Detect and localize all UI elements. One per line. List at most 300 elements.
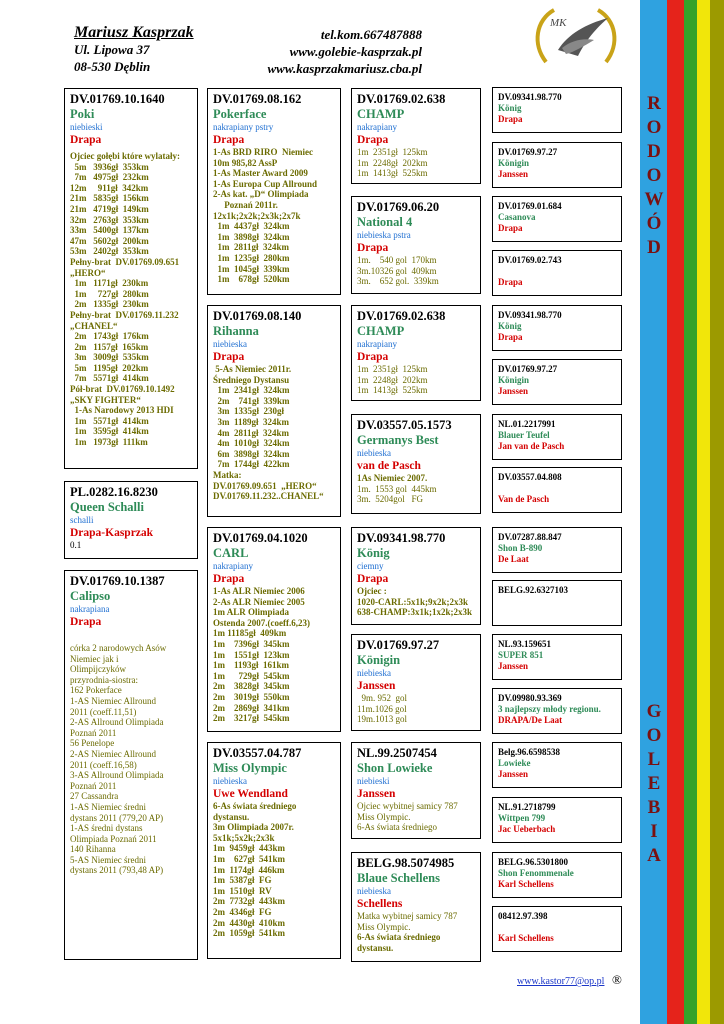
breeder: Jac Ueberbach <box>498 824 556 834</box>
performance-line: 162 Pokerface <box>70 685 122 696</box>
breeder: Jan van de Pasch <box>498 441 565 451</box>
performance-list <box>213 801 335 939</box>
performance-line: 47m 5602gł 200km <box>70 235 149 246</box>
great-grandparent-box <box>492 634 622 680</box>
ring-number: NL.91.2718799 <box>498 802 556 812</box>
performance-line: 2m 1743gł 176km <box>70 331 149 342</box>
performance-line: 6-As świata średniego <box>357 822 437 833</box>
performance-line: Ostenda 2007.(coeff.6,23) <box>213 617 310 628</box>
performance-line: 1m 1510gł RV <box>213 885 272 896</box>
performance-line: 27 Cassandra <box>70 791 119 802</box>
breeder: Janssen <box>498 169 529 179</box>
bird-name: 3 najlepszy młody regionu. <box>498 704 601 714</box>
performance-list <box>213 364 335 502</box>
performance-list <box>357 255 475 287</box>
performance-line: 1m 2248gł 202km <box>357 374 428 385</box>
performance-line: 140 Rihanna <box>70 844 116 855</box>
performance-line: 2m 3828gł 345km <box>213 681 290 692</box>
performance-line: 21m 5835gł 156km <box>70 193 149 204</box>
performance-line: 1m 1413gł 525km <box>357 168 428 179</box>
bird-name: Miss Olympic <box>213 761 287 775</box>
registered-mark: ® <box>612 972 622 987</box>
side-letter: O <box>646 725 662 746</box>
bird-name: CHAMP <box>357 324 405 338</box>
side-letter: Ó <box>646 213 662 234</box>
performance-line: Średniego Dystansu <box>213 374 290 385</box>
performance-line: 2m 4346gł FG <box>213 906 272 917</box>
performance-line: 56 Penelope <box>70 738 115 749</box>
great-grandparent-box <box>492 359 622 405</box>
performance-list <box>357 364 475 396</box>
bird-name: König <box>498 321 522 331</box>
side-letter: G <box>646 701 662 722</box>
performance-line: 1m 9459gł 443km <box>213 843 285 854</box>
bird-color: niebieska <box>357 668 391 678</box>
performance-line: 1m. 540 gol 170km <box>357 255 437 265</box>
performance-line: 11m.1026 gol <box>357 703 407 714</box>
breeder: Drapa <box>498 277 523 287</box>
performance-line: 2m 3019gł 550km <box>213 691 290 702</box>
phone: tel.kom.667487888 <box>320 27 422 42</box>
strip-red <box>667 0 684 1024</box>
performance-line: 1-AS Niemiec Allround <box>70 695 156 706</box>
bird-name: König <box>357 546 390 560</box>
performance-line: 1-AS średni dystans <box>70 823 143 834</box>
bird-name: SUPER 851 <box>498 650 544 660</box>
performance-line: Poznań 2011 <box>70 727 117 738</box>
performance-line: 1m 2248gł 202km <box>357 157 428 168</box>
side-letter: D <box>647 237 661 258</box>
grandparent-box <box>351 196 481 294</box>
great-grandparent-box <box>492 580 622 626</box>
performance-line: 1m 1174gł 446km <box>213 864 285 875</box>
bird-color: niebieski <box>70 122 103 132</box>
breeder: Drapa <box>498 114 523 124</box>
performance-line: Ojciec wybitnej samicy 787 <box>357 801 458 811</box>
ring-number: PL.0282.16.8230 <box>70 485 158 499</box>
bird-name: Königin <box>498 158 530 168</box>
performance-line: 1m 3595gł 414km <box>70 426 149 437</box>
performance-line: DV.01769.09.651 „HERO“ <box>213 480 317 491</box>
performance-line: 1m 1193gł 161km <box>213 660 290 671</box>
bird-name-empty <box>498 596 616 607</box>
main-bird-box <box>64 88 198 469</box>
bird-color: nakrapiany <box>213 561 253 571</box>
bird-name: Königin <box>498 375 530 385</box>
bird-name: Wittpen 799 <box>498 813 546 823</box>
ring-number: DV.09980.93.369 <box>498 693 562 703</box>
performance-line: 2-AS Allround Olimpiada <box>70 717 164 728</box>
breeder: Drapa <box>70 616 102 628</box>
performance-line: Miss Olympic. <box>357 811 411 822</box>
breeder: Drapa <box>213 351 245 363</box>
bird-name: National 4 <box>357 215 413 229</box>
breeder: Janssen <box>498 386 529 396</box>
bird-name: Poki <box>70 107 95 121</box>
performance-line: 2-As ALR Niemiec 2005 <box>213 596 305 607</box>
ring-number: DV.01769.08.162 <box>213 92 302 106</box>
header-left <box>74 24 194 75</box>
bird-name-empty <box>498 483 616 494</box>
performance-line: 4m 2811gł 324km <box>213 427 290 438</box>
performance-line: 3m. 652 gol. 339km <box>357 276 439 287</box>
bird-color: niebieski <box>357 776 390 786</box>
performance-line: Niemiec jak i <box>70 653 119 664</box>
note: 0.1 <box>70 540 82 550</box>
performance-line: Poznań 2011r. <box>213 199 278 210</box>
performance-line: Pełny-brat DV.01769.11.232 <box>70 309 179 320</box>
performance-line: 2m 7732gł 443km <box>213 896 285 907</box>
bird-color: ciemny <box>357 561 384 571</box>
performance-line: Pół-brat DV.01769.10.1492 <box>70 384 175 395</box>
performance-list <box>70 643 192 876</box>
ring-number: NL.99.2507454 <box>357 746 437 760</box>
breeder: Drapa-Kasprzak <box>70 527 154 539</box>
great-grandparent-box <box>492 414 622 460</box>
performance-line: 2-AS Niemiec Allround <box>70 748 156 759</box>
performance-list <box>357 911 475 953</box>
performance-line: 7m 4975gł 232km <box>70 172 149 183</box>
performance-list <box>357 693 475 725</box>
bird-name-empty <box>498 266 616 277</box>
great-grandparent-box <box>492 142 622 188</box>
bird-color: schalli <box>70 515 94 525</box>
performance-line: 2m 3217gł 545km <box>213 713 290 724</box>
sire-dam-box <box>207 88 341 295</box>
performance-line: 1020-CARL:5x1k;9x2k;2x3k <box>357 596 469 607</box>
great-grandparent-box <box>492 906 622 952</box>
side-letter: R <box>647 93 661 114</box>
performance-line: 2m 741gł 339km <box>213 395 290 406</box>
breeder: Van de Pasch <box>498 494 550 504</box>
side-letter: O <box>646 165 662 186</box>
address-line-2: 08-530 Dęblin <box>74 59 151 74</box>
performance-line: 7m 1744gł 422km <box>213 459 290 470</box>
performance-line: 1m 729gł 545km <box>213 670 290 681</box>
performance-line: 3m. 5204gol FG <box>357 494 424 505</box>
breeder-name: Mariusz Kasprzak <box>74 24 194 41</box>
performance-line: Olimpijczyków <box>70 664 126 675</box>
performance-list <box>70 151 192 448</box>
bird-color: nakrapiany pstry <box>213 122 274 132</box>
performance-line: 1-As Europa Cup Allround <box>213 178 317 189</box>
performance-line: 7m 5571gł 414km <box>70 373 149 384</box>
performance-line: 32m 2763gł 353km <box>70 214 149 225</box>
bird-name: Casanova <box>498 212 536 222</box>
performance-line: 1-As Narodowy 2013 HDI <box>70 405 174 416</box>
performance-line: przyrodnia-siostra: <box>70 674 138 685</box>
performance-line: 1m 1171gł 230km <box>70 278 149 289</box>
performance-line: dystansu. <box>213 811 250 822</box>
ring-number: DV.01769.01.684 <box>498 201 562 211</box>
performance-line: 2m 1059gł 541km <box>213 928 285 939</box>
performance-line: 3m 1189gł 324km <box>213 416 290 427</box>
performance-line: 1m 2351gł 125km <box>357 364 428 374</box>
side-word-golebia <box>644 700 664 868</box>
side-letter: L <box>647 749 661 770</box>
bird-color: niebieska <box>213 339 247 349</box>
breeder: Karl Schellens <box>498 933 554 943</box>
side-letter: O <box>646 117 662 138</box>
ring-number: NL.93.159651 <box>498 639 552 649</box>
side-letter: W <box>644 189 664 210</box>
performance-line: Matka: <box>213 469 242 480</box>
bird-color: niebieska pstra <box>357 230 411 240</box>
breeder: Drapa <box>357 573 389 585</box>
breeder: Janssen <box>498 661 529 671</box>
breeder: Uwe Wendland <box>213 788 288 800</box>
performance-line: 1m 2811gł 324km <box>213 242 290 253</box>
bird-name: Calipso <box>70 589 111 603</box>
ring-number: DV.01769.97.27 <box>357 638 440 652</box>
performance-line: 1m 1413gł 525km <box>357 385 428 396</box>
great-grandparent-box <box>492 527 622 573</box>
performance-line: 2m 1335gł 230km <box>70 299 149 310</box>
performance-list <box>213 147 335 285</box>
bird-name: König <box>498 103 522 113</box>
bird-name: Queen Schalli <box>70 500 144 514</box>
great-grandparent-box <box>492 87 622 133</box>
breeder: Drapa <box>357 242 389 254</box>
great-grandparent-box <box>492 852 622 898</box>
performance-line: 1m 1045gł 339km <box>213 263 290 274</box>
performance-line: 19m.1013 gol <box>357 714 408 725</box>
breeder: Janssen <box>357 680 396 692</box>
performance-line: 1m 3898gł 324km <box>213 231 290 242</box>
ring-number: Belg.96.6598538 <box>498 747 560 757</box>
performance-line: 2m 1157gł 165km <box>70 341 149 352</box>
ring-number: DV.01769.97.27 <box>498 364 558 374</box>
grandparent-box <box>351 634 481 731</box>
side-letter: I <box>650 821 658 842</box>
performance-list <box>357 801 475 833</box>
breeder: Drapa <box>498 332 523 342</box>
sire-dam-box <box>207 305 341 517</box>
performance-line: 2011 (coeff.16,58) <box>70 759 137 770</box>
bird-name: Blauer Teufel <box>498 430 550 440</box>
grandparent-box <box>351 414 481 514</box>
website-2: www.kasprzakmariusz.cba.pl <box>267 61 422 76</box>
grandparent-box <box>351 305 481 401</box>
ring-number: DV.03557.05.1573 <box>357 418 452 432</box>
bird-name: Pokerface <box>213 107 267 121</box>
performance-line: 1-As ALR Niemiec 2006 <box>213 586 305 596</box>
performance-line: 6-As świata średniego <box>213 801 297 811</box>
performance-line: Poznań 2011 <box>70 780 117 791</box>
address-line-1: Ul. Lipowa 37 <box>74 42 150 57</box>
ring-number: DV.01769.10.1640 <box>70 92 165 106</box>
breeder: Karl Schellens <box>498 879 554 889</box>
performance-line: 638-CHAMP:3x1k;1x2k;2x3k <box>357 607 472 618</box>
ring-number: BELG.96.5301800 <box>498 857 569 867</box>
performance-line: Ojciec : <box>357 586 387 596</box>
performance-line: 1-AS Niemiec średni <box>70 801 146 812</box>
footer-email[interactable]: www.kastor77@op.pl <box>517 976 605 987</box>
performance-line: 3m 3009gł 535km <box>70 352 149 363</box>
partner-box <box>64 481 198 559</box>
bird-color: nakrapiany <box>357 122 397 132</box>
performance-line: 1m 7396gł 345km <box>213 638 290 649</box>
performance-line: 3m.10326 gol 409km <box>357 265 437 276</box>
performance-line: 1-As BRD RIRO Niemiec <box>213 147 313 157</box>
grandparent-box <box>351 527 481 625</box>
ring-number: DV.01769.10.1387 <box>70 574 165 588</box>
performance-line: 1m 11185gł 409km <box>213 628 287 639</box>
great-grandparent-box <box>492 467 622 513</box>
bird-name: Germanys Best <box>357 433 439 447</box>
breeder: De Laat <box>498 554 529 564</box>
performance-line: dystans 2011 (779,20 AP) <box>70 812 164 823</box>
breeder: Schellens <box>357 898 403 910</box>
grandparent-box <box>351 88 481 184</box>
ring-number: DV.01769.02.638 <box>357 92 446 106</box>
logo-text: MK <box>550 17 567 29</box>
performance-line: 1m 5387gł FG <box>213 875 272 886</box>
performance-list <box>357 473 475 505</box>
dam-box <box>64 570 198 960</box>
logo <box>528 4 624 70</box>
performance-line: 9m. 952 gol <box>357 693 408 703</box>
breeder: DRAPA/De Laat <box>498 715 563 725</box>
performance-line: „CHANEL“ <box>70 320 118 331</box>
breeder: van de Pasch <box>357 460 421 472</box>
performance-line: 5-As Niemiec 2011r. <box>213 364 292 374</box>
performance-line: Olimpiada Poznań 2011 <box>70 833 157 844</box>
performance-line: 1m. 1553 gol 445km <box>357 483 437 494</box>
performance-line: „HERO“ <box>70 267 106 278</box>
performance-line: dystans 2011 (793,48 AP) <box>70 865 164 876</box>
performance-line: Matka wybitnej samicy 787 <box>357 911 458 921</box>
breeder: Drapa <box>498 223 523 233</box>
performance-line: 1-As Master Award 2009 <box>213 168 308 179</box>
bird-name: CHAMP <box>357 107 405 121</box>
ring-number: DV.09341.98.770 <box>498 92 562 102</box>
ring-number: DV.01769.97.27 <box>498 147 558 157</box>
strip-olive <box>710 0 724 1024</box>
performance-line: 1m 5571gł 414km <box>70 415 149 426</box>
side-letter: E <box>647 773 661 794</box>
performance-line: 2m 2869gł 341km <box>213 702 290 713</box>
ring-number: DV.01769.04.1020 <box>213 531 308 545</box>
performance-line: 10m 985,82 AssP <box>213 157 278 168</box>
performance-line: 2011 (coeff.11,51) <box>70 706 137 717</box>
performance-line: DV.01769.11.232..CHANEL“ <box>213 491 324 502</box>
performance-line: córka 2 narodowych Asów <box>70 643 167 653</box>
side-letter: A <box>647 845 661 866</box>
performance-line: 1m 1551gł 123km <box>213 649 290 660</box>
grandparent-box <box>351 852 481 962</box>
ring-number: DV.03557.04.787 <box>213 746 302 760</box>
performance-line: 1m ALR Olimpiada <box>213 607 290 618</box>
breeder: Janssen <box>498 769 529 779</box>
ring-number: NL.01.2217991 <box>498 419 556 429</box>
breeder: Drapa <box>357 134 389 146</box>
great-grandparent-box <box>492 305 622 351</box>
bird-name: Blaue Schellens <box>357 871 440 885</box>
ring-number: DV.01769.06.20 <box>357 200 440 214</box>
sire-dam-box <box>207 527 341 732</box>
performance-line: 2m 4430gł 410km <box>213 917 285 928</box>
bird-name-empty <box>498 922 616 933</box>
strip-green <box>684 0 697 1024</box>
performance-line: 1m 2341gł 324km <box>213 385 290 396</box>
ring-number: BELG.92.6327103 <box>498 585 569 595</box>
great-grandparent-box <box>492 688 622 734</box>
bird-color: nakrapiany <box>357 339 397 349</box>
great-grandparent-box <box>492 250 622 296</box>
performance-line: 3-AS Allround Olimpiada <box>70 770 164 781</box>
performance-line: 6m 3898gł 324km <box>213 448 290 459</box>
performance-line: 12x1k;2x2k;2x3k;2x7k <box>213 210 301 221</box>
ring-number: DV.09341.98.770 <box>357 531 446 545</box>
performance-line: 1m 1235gł 280km <box>213 252 290 263</box>
performance-line: 1m 727gł 280km <box>70 288 149 299</box>
ring-number: BELG.98.5074985 <box>357 856 455 870</box>
side-letter: B <box>647 797 661 818</box>
performance-line: 1m 4437gł 324km <box>213 221 290 232</box>
bird-name: CARL <box>213 546 249 560</box>
bird-name: Shon Fenommenale <box>498 868 574 878</box>
great-grandparent-box <box>492 742 622 788</box>
performance-line: 5m 3936gł 353km <box>70 161 149 172</box>
bird-color: niebieska <box>357 448 391 458</box>
performance-list <box>357 586 475 618</box>
performance-line: 33m 5400gł 137km <box>70 225 149 236</box>
performance-list <box>357 147 475 179</box>
strip-yellow <box>697 0 710 1024</box>
bird-name: Shon B-890 <box>498 543 543 553</box>
breeder: Drapa <box>213 134 245 146</box>
bird-name: Rihanna <box>213 324 259 338</box>
great-grandparent-box <box>492 196 622 242</box>
performance-line: Ojciec gołębi które wylatały: <box>70 151 181 161</box>
ring-number: DV.09341.98.770 <box>498 310 562 320</box>
grandparent-box <box>351 742 481 839</box>
performance-line: 1As Niemiec 2007. <box>357 473 428 483</box>
sire-dam-box <box>207 742 341 959</box>
ring-number: DV.07287.88.847 <box>498 532 562 542</box>
bird-name: Lowieke <box>498 758 531 768</box>
performance-line: 5-AS Niemiec średni <box>70 854 146 865</box>
performance-line: dystansu. <box>357 942 394 953</box>
ring-number: DV.01769.08.140 <box>213 309 302 323</box>
ring-number: DV.03557.04.808 <box>498 472 562 482</box>
bird-name: Königin <box>357 653 401 667</box>
performance-line: 5x1k;5x2k;2x3k <box>213 832 275 843</box>
performance-list <box>213 586 335 724</box>
bird-color: niebieska <box>213 776 247 786</box>
performance-line: 4m 1010gł 324km <box>213 438 290 449</box>
ring-number: 08412.97.398 <box>498 911 548 921</box>
breeder: Drapa <box>357 351 389 363</box>
performance-line: 53m 2402gł 353km <box>70 246 149 257</box>
performance-line: 5m 1195gł 202km <box>70 362 149 373</box>
performance-line: Pełny-brat DV.01769.09.651 <box>70 256 180 267</box>
performance-line: 3m Olimpiada 2007r. <box>213 822 294 833</box>
performance-line: 12m 911gł 342km <box>70 182 149 193</box>
performance-line: 1m 1973gł 111km <box>70 437 148 448</box>
performance-line: 3m 1335gł 230gł <box>213 406 284 417</box>
header-right <box>262 26 422 77</box>
breeder: Drapa <box>70 134 102 146</box>
breeder: Janssen <box>357 788 396 800</box>
performance-line: 21m 4719gł 149km <box>70 203 149 214</box>
performance-line: 6-As świata średniego <box>357 932 441 943</box>
bird-color: nakrapiana <box>70 604 110 614</box>
website-1: www.golebie-kasprzak.pl <box>289 44 422 59</box>
performance-line: 1m 2351gł 125km <box>357 147 428 157</box>
performance-line: Miss Olympic. <box>357 921 411 932</box>
